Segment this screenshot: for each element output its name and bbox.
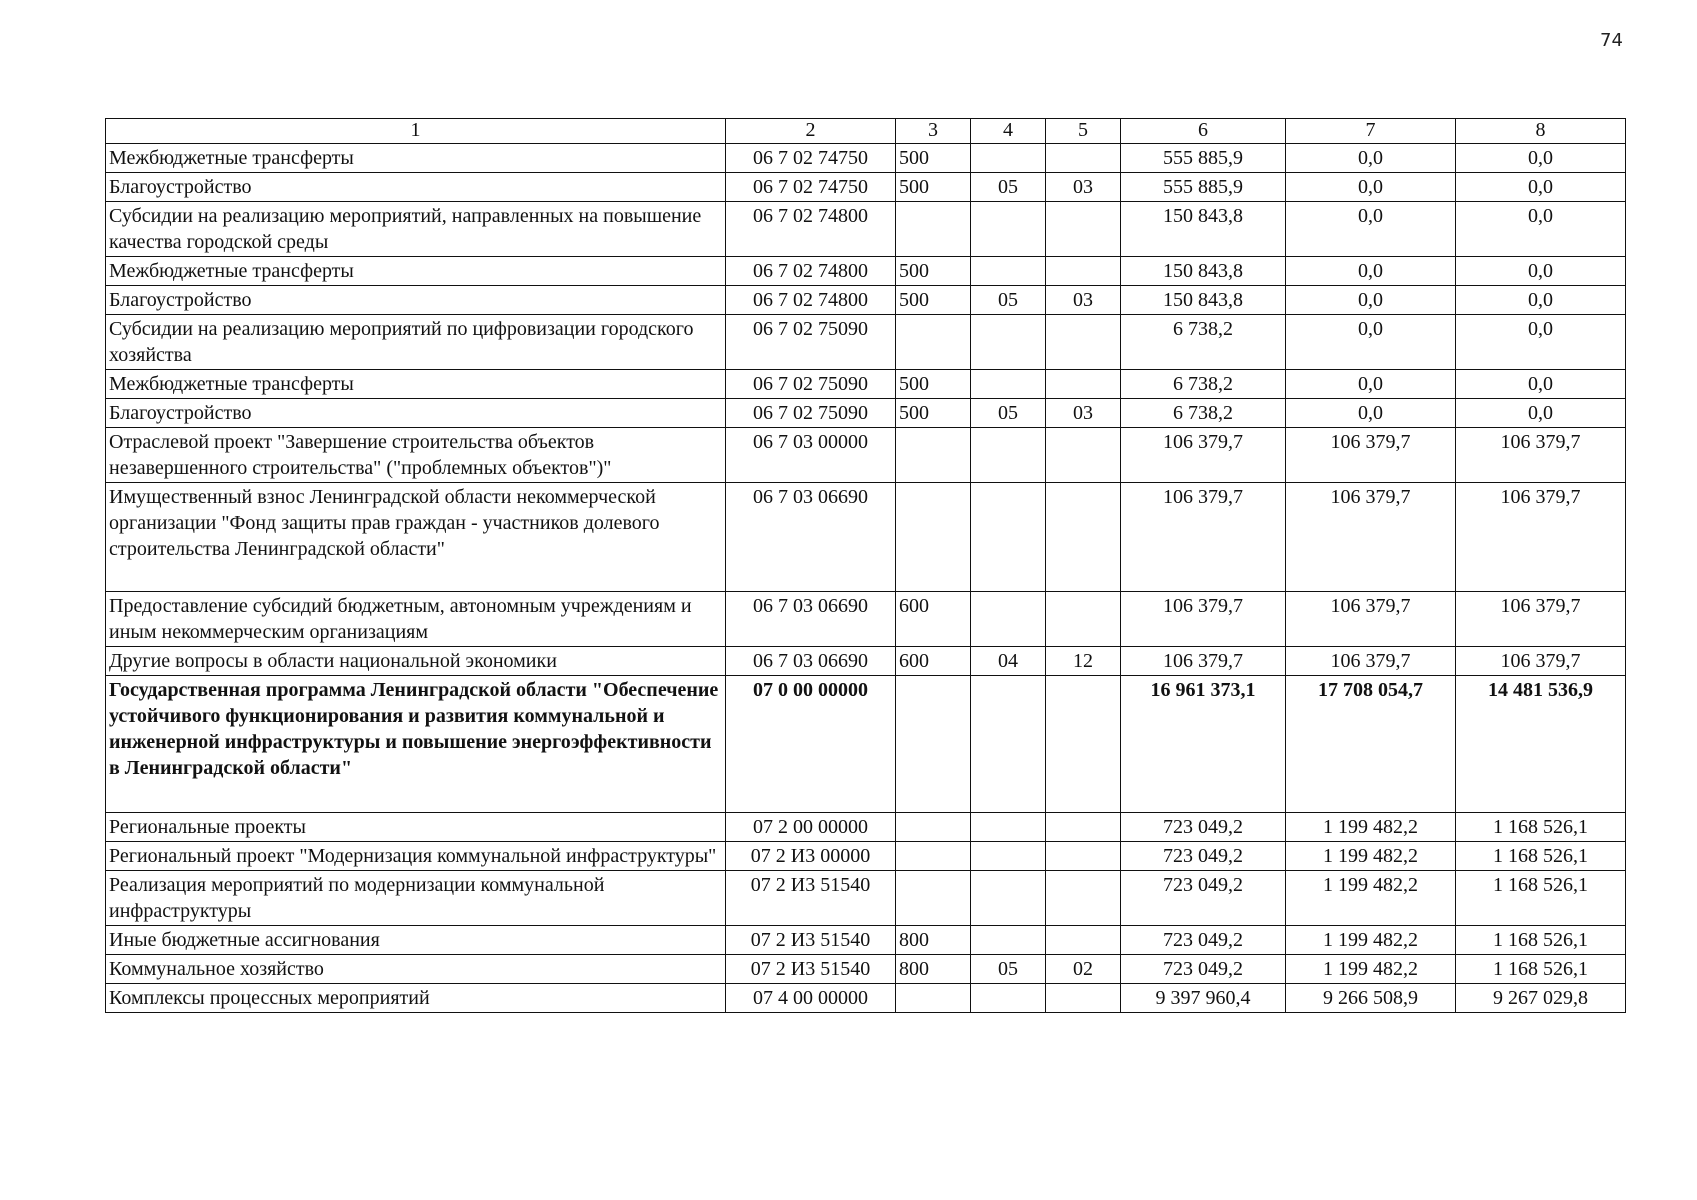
header-cell: 4 xyxy=(971,119,1046,144)
row-col5-cell: 02 xyxy=(1046,955,1121,984)
row-col4-cell: 04 xyxy=(971,647,1046,676)
row-col3-cell xyxy=(896,428,971,483)
row-value7-cell: 0,0 xyxy=(1286,286,1456,315)
row-code-cell: 06 7 02 74800 xyxy=(726,257,896,286)
row-col4-cell xyxy=(971,676,1046,813)
row-name-cell: Государственная программа Ленинградской области "Обеспечение устойчивого функционирования и развития коммунальной и инженерной инфраструктуры и повышение энергоэффективности в Ленинградской области" xyxy=(106,676,726,813)
row-name-cell: Коммунальное хозяйство xyxy=(106,955,726,984)
header-cell: 3 xyxy=(896,119,971,144)
row-col5-cell xyxy=(1046,428,1121,483)
row-col4-cell: 05 xyxy=(971,173,1046,202)
row-code-cell: 06 7 03 00000 xyxy=(726,428,896,483)
row-code-cell: 07 2 И3 51540 xyxy=(726,926,896,955)
row-col3-cell: 800 xyxy=(896,926,971,955)
row-value7-cell: 1 199 482,2 xyxy=(1286,813,1456,842)
row-col5-cell xyxy=(1046,144,1121,173)
row-name-cell: Межбюджетные трансферты xyxy=(106,370,726,399)
row-value7-cell: 0,0 xyxy=(1286,399,1456,428)
row-value7-cell: 106 379,7 xyxy=(1286,428,1456,483)
table-row xyxy=(106,315,1626,370)
page-number: 74 xyxy=(1600,30,1623,51)
row-col3-cell: 500 xyxy=(896,286,971,315)
row-code-cell: 06 7 02 75090 xyxy=(726,370,896,399)
table-row xyxy=(106,399,1626,428)
row-value6-cell: 723 049,2 xyxy=(1121,955,1286,984)
table-row xyxy=(106,871,1626,926)
row-value7-cell: 0,0 xyxy=(1286,370,1456,399)
row-col5-cell: 03 xyxy=(1046,173,1121,202)
row-code-cell: 07 4 00 00000 xyxy=(726,984,896,1013)
row-value6-cell: 6 738,2 xyxy=(1121,370,1286,399)
row-name-cell: Предоставление субсидий бюджетным, автономным учреждениям и иным некоммерческим организациям xyxy=(106,592,726,647)
header-cell: 6 xyxy=(1121,119,1286,144)
row-code-cell: 06 7 02 75090 xyxy=(726,315,896,370)
row-value6-cell: 9 397 960,4 xyxy=(1121,984,1286,1013)
row-col3-cell: 500 xyxy=(896,399,971,428)
row-col4-cell xyxy=(971,428,1046,483)
row-col5-cell: 12 xyxy=(1046,647,1121,676)
row-code-cell: 06 7 02 74800 xyxy=(726,286,896,315)
row-value7-cell: 0,0 xyxy=(1286,202,1456,257)
row-value6-cell: 555 885,9 xyxy=(1121,144,1286,173)
row-col5-cell xyxy=(1046,813,1121,842)
row-col5-cell xyxy=(1046,926,1121,955)
row-value6-cell: 6 738,2 xyxy=(1121,315,1286,370)
row-name-cell: Региональный проект "Модернизация коммунальной инфраструктуры" xyxy=(106,842,726,871)
table-row xyxy=(106,144,1626,173)
row-value8-cell: 0,0 xyxy=(1456,315,1626,370)
row-value8-cell: 1 168 526,1 xyxy=(1456,842,1626,871)
row-col4-cell xyxy=(971,871,1046,926)
row-value8-cell: 1 168 526,1 xyxy=(1456,955,1626,984)
row-name-cell: Региональные проекты xyxy=(106,813,726,842)
row-col5-cell xyxy=(1046,592,1121,647)
row-code-cell: 06 7 02 74800 xyxy=(726,202,896,257)
row-code-cell: 06 7 02 74750 xyxy=(726,173,896,202)
row-value8-cell: 1 168 526,1 xyxy=(1456,871,1626,926)
budget-table xyxy=(105,118,1626,1013)
row-code-cell: 06 7 02 75090 xyxy=(726,399,896,428)
row-col5-cell: 03 xyxy=(1046,286,1121,315)
row-code-cell: 06 7 03 06690 xyxy=(726,647,896,676)
row-code-cell: 07 2 И3 00000 xyxy=(726,842,896,871)
row-name-cell: Другие вопросы в области национальной экономики xyxy=(106,647,726,676)
row-code-cell: 07 0 00 00000 xyxy=(726,676,896,813)
row-col5-cell xyxy=(1046,202,1121,257)
row-value8-cell: 1 168 526,1 xyxy=(1456,813,1626,842)
row-value7-cell: 106 379,7 xyxy=(1286,483,1456,592)
table-row xyxy=(106,483,1626,592)
table-row xyxy=(106,202,1626,257)
header-cell: 7 xyxy=(1286,119,1456,144)
row-name-cell: Отраслевой проект "Завершение строительства объектов незавершенного строительства" ("проблемных объектов")" xyxy=(106,428,726,483)
row-value7-cell: 1 199 482,2 xyxy=(1286,926,1456,955)
row-name-cell: Межбюджетные трансферты xyxy=(106,144,726,173)
row-col3-cell xyxy=(896,813,971,842)
row-value7-cell: 1 199 482,2 xyxy=(1286,871,1456,926)
row-col4-cell: 05 xyxy=(971,955,1046,984)
row-value8-cell: 9 267 029,8 xyxy=(1456,984,1626,1013)
row-value8-cell: 106 379,7 xyxy=(1456,483,1626,592)
row-name-cell: Межбюджетные трансферты xyxy=(106,257,726,286)
row-code-cell: 07 2 И3 51540 xyxy=(726,871,896,926)
row-value6-cell: 723 049,2 xyxy=(1121,871,1286,926)
row-value8-cell: 0,0 xyxy=(1456,144,1626,173)
table-row xyxy=(106,842,1626,871)
header-cell: 2 xyxy=(726,119,896,144)
row-value6-cell: 16 961 373,1 xyxy=(1121,676,1286,813)
row-name-cell: Субсидии на реализацию мероприятий по цифровизации городского хозяйства xyxy=(106,315,726,370)
row-code-cell: 07 2 00 00000 xyxy=(726,813,896,842)
row-value8-cell: 0,0 xyxy=(1456,399,1626,428)
row-col4-cell xyxy=(971,842,1046,871)
header-cell: 5 xyxy=(1046,119,1121,144)
row-name-cell: Имущественный взнос Ленинградской области некоммерческой организации "Фонд защиты прав граждан - участников долевого строительства Ленинградской области" xyxy=(106,483,726,592)
table-row xyxy=(106,813,1626,842)
row-col3-cell: 500 xyxy=(896,257,971,286)
row-col4-cell xyxy=(971,257,1046,286)
table-row xyxy=(106,286,1626,315)
row-col4-cell xyxy=(971,984,1046,1013)
row-value8-cell: 0,0 xyxy=(1456,370,1626,399)
row-col4-cell xyxy=(971,315,1046,370)
row-col5-cell xyxy=(1046,370,1121,399)
row-value7-cell: 1 199 482,2 xyxy=(1286,842,1456,871)
row-value6-cell: 106 379,7 xyxy=(1121,483,1286,592)
row-col3-cell xyxy=(896,676,971,813)
row-col3-cell: 800 xyxy=(896,955,971,984)
row-col5-cell: 03 xyxy=(1046,399,1121,428)
table-row xyxy=(106,370,1626,399)
row-col5-cell xyxy=(1046,871,1121,926)
row-name-cell: Благоустройство xyxy=(106,286,726,315)
row-value8-cell: 14 481 536,9 xyxy=(1456,676,1626,813)
row-value6-cell: 723 049,2 xyxy=(1121,842,1286,871)
row-code-cell: 07 2 И3 51540 xyxy=(726,955,896,984)
row-col4-cell xyxy=(971,926,1046,955)
row-value7-cell: 0,0 xyxy=(1286,173,1456,202)
row-name-cell: Комплексы процессных мероприятий xyxy=(106,984,726,1013)
row-col5-cell xyxy=(1046,984,1121,1013)
row-value8-cell: 106 379,7 xyxy=(1456,592,1626,647)
table-row xyxy=(106,955,1626,984)
row-col4-cell xyxy=(971,592,1046,647)
row-value6-cell: 106 379,7 xyxy=(1121,647,1286,676)
row-col3-cell xyxy=(896,315,971,370)
table-row xyxy=(106,173,1626,202)
table-row xyxy=(106,647,1626,676)
row-col3-cell: 600 xyxy=(896,592,971,647)
row-col4-cell: 05 xyxy=(971,399,1046,428)
row-value6-cell: 150 843,8 xyxy=(1121,202,1286,257)
row-col3-cell xyxy=(896,202,971,257)
row-value6-cell: 723 049,2 xyxy=(1121,813,1286,842)
row-value8-cell: 0,0 xyxy=(1456,286,1626,315)
row-value8-cell: 1 168 526,1 xyxy=(1456,926,1626,955)
table-row xyxy=(106,926,1626,955)
row-name-cell: Иные бюджетные ассигнования xyxy=(106,926,726,955)
row-name-cell: Благоустройство xyxy=(106,399,726,428)
row-col4-cell xyxy=(971,144,1046,173)
row-value7-cell: 106 379,7 xyxy=(1286,647,1456,676)
row-col3-cell: 500 xyxy=(896,370,971,399)
row-col4-cell xyxy=(971,813,1046,842)
table-row xyxy=(106,984,1626,1013)
table-row xyxy=(106,592,1626,647)
row-value8-cell: 106 379,7 xyxy=(1456,647,1626,676)
row-value7-cell: 17 708 054,7 xyxy=(1286,676,1456,813)
row-col5-cell xyxy=(1046,676,1121,813)
row-value7-cell: 1 199 482,2 xyxy=(1286,955,1456,984)
row-col3-cell xyxy=(896,483,971,592)
row-value6-cell: 723 049,2 xyxy=(1121,926,1286,955)
row-value6-cell: 106 379,7 xyxy=(1121,428,1286,483)
row-value8-cell: 0,0 xyxy=(1456,173,1626,202)
row-col4-cell xyxy=(971,483,1046,592)
row-col4-cell xyxy=(971,202,1046,257)
row-value8-cell: 0,0 xyxy=(1456,257,1626,286)
row-code-cell: 06 7 03 06690 xyxy=(726,483,896,592)
row-value7-cell: 0,0 xyxy=(1286,315,1456,370)
row-col5-cell xyxy=(1046,483,1121,592)
table-row xyxy=(106,676,1626,813)
row-code-cell: 06 7 02 74750 xyxy=(726,144,896,173)
row-value8-cell: 106 379,7 xyxy=(1456,428,1626,483)
row-col3-cell xyxy=(896,871,971,926)
row-value7-cell: 9 266 508,9 xyxy=(1286,984,1456,1013)
header-cell: 1 xyxy=(106,119,726,144)
row-value7-cell: 0,0 xyxy=(1286,144,1456,173)
row-col5-cell xyxy=(1046,842,1121,871)
row-col3-cell: 500 xyxy=(896,173,971,202)
row-code-cell: 06 7 03 06690 xyxy=(726,592,896,647)
row-col3-cell: 600 xyxy=(896,647,971,676)
row-value6-cell: 6 738,2 xyxy=(1121,399,1286,428)
row-value7-cell: 0,0 xyxy=(1286,257,1456,286)
table-row xyxy=(106,428,1626,483)
row-col5-cell xyxy=(1046,315,1121,370)
row-value6-cell: 555 885,9 xyxy=(1121,173,1286,202)
row-col3-cell: 500 xyxy=(896,144,971,173)
row-col3-cell xyxy=(896,842,971,871)
row-value8-cell: 0,0 xyxy=(1456,202,1626,257)
row-name-cell: Реализация мероприятий по модернизации коммунальной инфраструктуры xyxy=(106,871,726,926)
row-value6-cell: 150 843,8 xyxy=(1121,257,1286,286)
row-value7-cell: 106 379,7 xyxy=(1286,592,1456,647)
row-name-cell: Субсидии на реализацию мероприятий, направленных на повышение качества городской среды xyxy=(106,202,726,257)
header-cell: 8 xyxy=(1456,119,1626,144)
row-col4-cell: 05 xyxy=(971,286,1046,315)
row-name-cell: Благоустройство xyxy=(106,173,726,202)
header-row xyxy=(106,119,1626,144)
row-col3-cell xyxy=(896,984,971,1013)
row-col4-cell xyxy=(971,370,1046,399)
row-col5-cell xyxy=(1046,257,1121,286)
table-row xyxy=(106,257,1626,286)
row-value6-cell: 150 843,8 xyxy=(1121,286,1286,315)
row-value6-cell: 106 379,7 xyxy=(1121,592,1286,647)
